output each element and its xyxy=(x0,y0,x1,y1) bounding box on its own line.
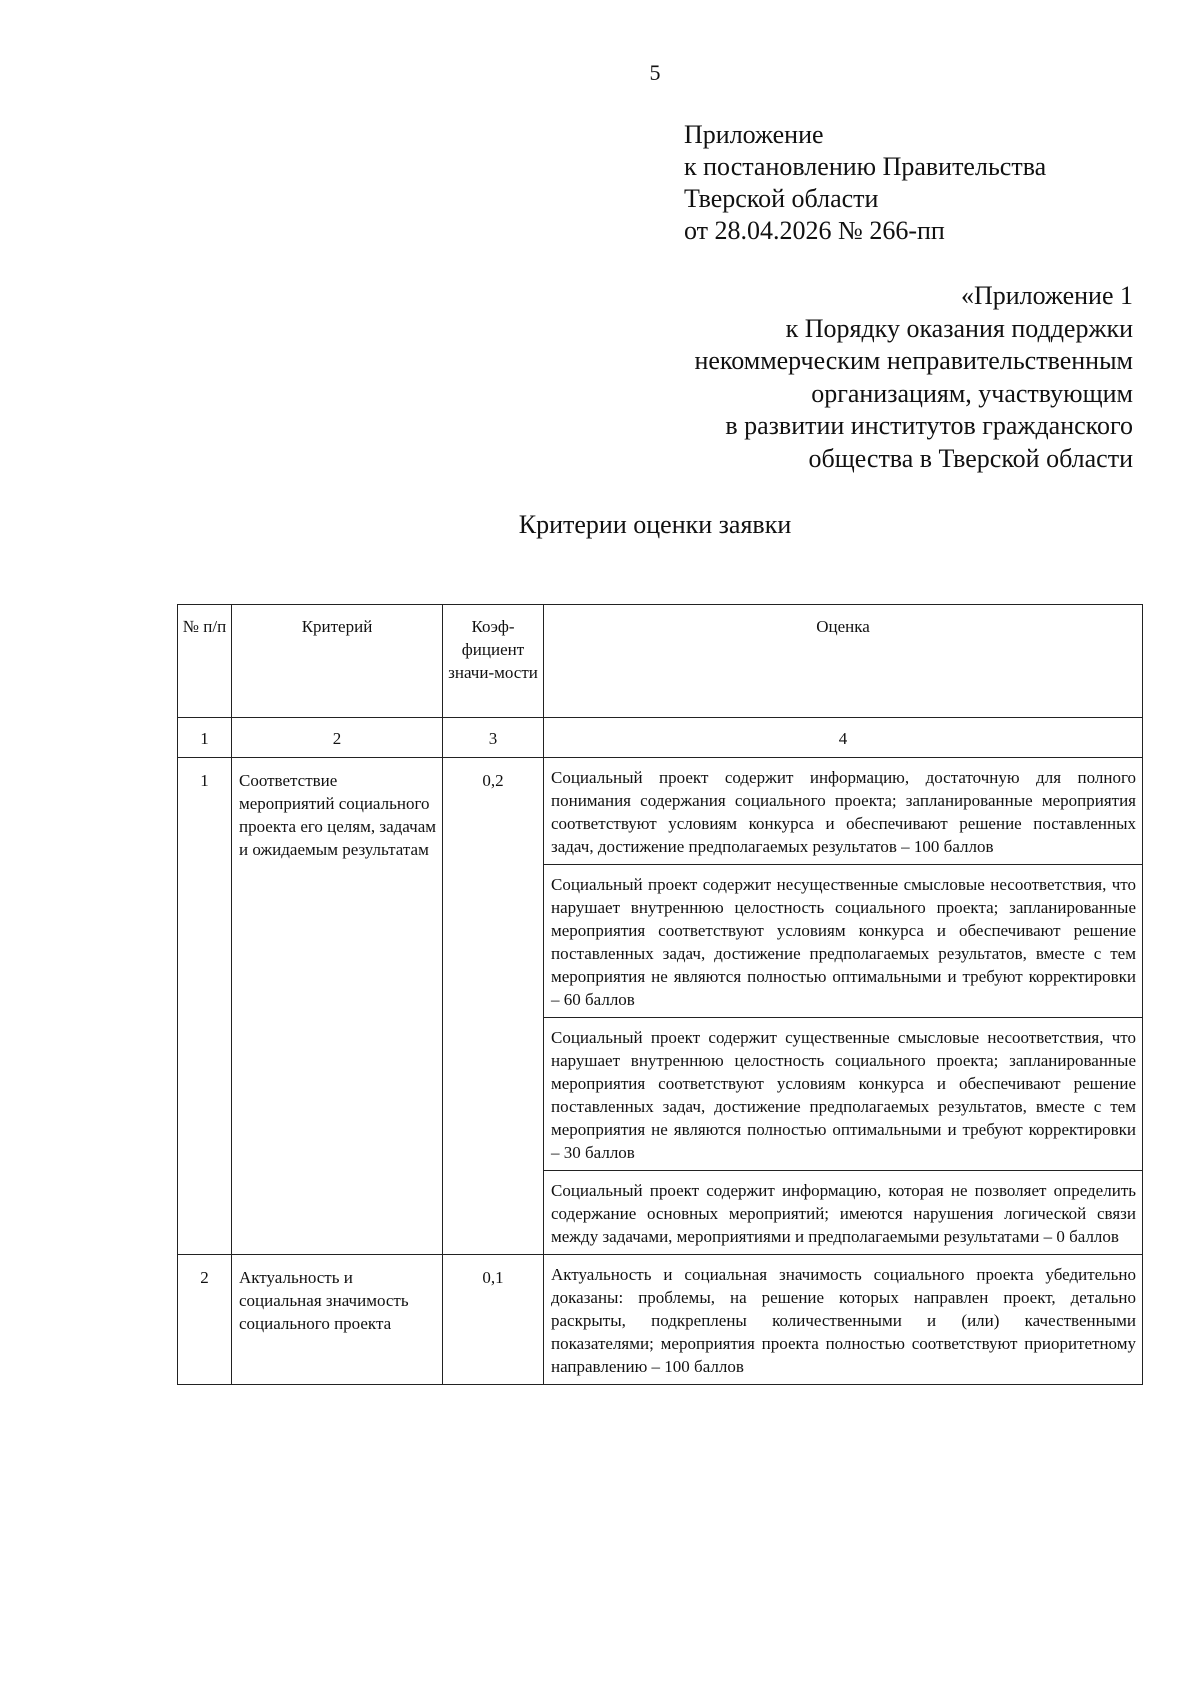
annex-block xyxy=(513,280,1133,475)
table-row xyxy=(178,758,1143,1255)
row-number: 2 xyxy=(178,1255,232,1385)
score-option: Социальный проект содержит информацию, которая не позволяет определить содержание основных мероприятий; имеются нарушения логической связи между задачами, мероприятиями и предполагаемыми результатами – 0 баллов xyxy=(544,1170,1142,1254)
score-option: Социальный проект содержит существенные смысловые несоответствия, что нарушает внутреннюю целостность социального проекта; запланированные мероприятия соответствуют условиям конкурса и обеспечивают решение поставленных задач, достижение предполагаемых результатов, вместе с тем мероприятия не являются полностью оптимальными и требуют корректировки – 30 баллов xyxy=(544,1017,1142,1170)
row-coefficient: 0,1 xyxy=(443,1255,544,1385)
row-number: 1 xyxy=(178,758,232,1255)
column-number: 1 xyxy=(178,718,232,758)
annex-line: в развитии институтов гражданского xyxy=(725,411,1133,440)
table-header-row xyxy=(178,605,1143,718)
annex-line: организациям, участвующим xyxy=(811,378,1133,408)
header-coef: Коэф-фициент значи-мости xyxy=(443,605,544,718)
approval-line: Тверской области xyxy=(684,184,879,213)
score-option: Социальный проект содержит несущественные смысловые несоответствия, что нарушает внутреннюю целостность социального проекта; запланированные мероприятия соответствуют условиям конкурса и обеспечивают решение поставленных задач, достижение предполагаемых результатов, вместе с тем мероприятия не являются полностью оптимальными и требуют корректировки – 60 баллов xyxy=(544,864,1142,1017)
row-criterion: Актуальность и социальная значимость социального проекта xyxy=(232,1255,443,1385)
row-scores xyxy=(544,1255,1143,1385)
header-score: Оценка xyxy=(544,605,1143,718)
approval-line: от 28.04.2026 № 266-пп xyxy=(684,216,945,245)
approval-block xyxy=(684,119,1046,247)
row-coefficient: 0,2 xyxy=(443,758,544,1255)
column-number-row xyxy=(178,718,1143,758)
annex-line: к Порядку оказания поддержки xyxy=(785,313,1133,343)
table-row xyxy=(178,1255,1143,1385)
header-criterion: Критерий xyxy=(232,605,443,718)
annex-line: «Приложение 1 xyxy=(960,281,1133,310)
annex-line: общества в Тверской области xyxy=(808,443,1133,473)
document-title: Критерии оценки заявки xyxy=(518,510,792,539)
column-number: 2 xyxy=(232,718,443,758)
column-number: 4 xyxy=(544,718,1143,758)
column-number: 3 xyxy=(443,718,544,758)
criteria-table xyxy=(177,604,1143,1385)
row-scores xyxy=(544,758,1143,1255)
page-number: 5 xyxy=(649,60,661,85)
header-num: № п/п xyxy=(178,605,232,718)
score-option: Социальный проект содержит информацию, достаточную для полного понимания содержания социального проекта; запланированные мероприятия соответствуют условиям конкурса и обеспечивают решение поставленных задач, достижение предполагаемых результатов – 100 баллов xyxy=(551,768,1136,856)
approval-line: к постановлению Правительства xyxy=(684,152,1047,181)
annex-line: некоммерческим неправительственным xyxy=(694,346,1133,375)
approval-line: Приложение xyxy=(684,120,824,149)
row-criterion: Соответствие мероприятий социального проекта его целям, задачам и ожидаемым результатам xyxy=(232,758,443,1255)
score-option: Актуальность и социальная значимость социального проекта убедительно доказаны: проблемы, на решение которых направлен проект, детально раскрыты, подкреплены количественными и (или) качественными показателями; мероприятия проекта полностью соответствуют приоритетному направлению – 100 баллов xyxy=(551,1265,1136,1376)
